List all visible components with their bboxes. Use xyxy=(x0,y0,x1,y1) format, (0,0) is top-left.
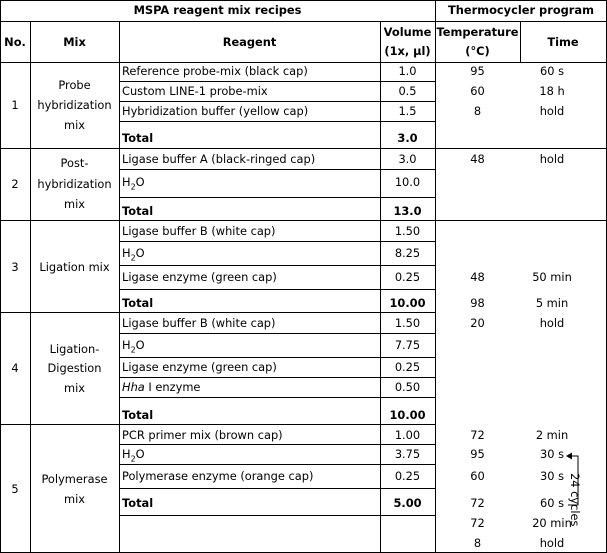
water-subscript: 2 xyxy=(130,454,136,464)
water-h: H xyxy=(122,338,131,352)
mix-name: mix xyxy=(63,381,85,395)
title-thermocycler: Thermocycler program xyxy=(448,3,594,17)
temperature-value: 8 xyxy=(473,104,482,118)
total-volume: 5.00 xyxy=(393,496,422,510)
temperature-value: 48 xyxy=(470,270,485,284)
reagent-name: Ligase buffer B (white cap) xyxy=(122,224,276,238)
total-label: Total xyxy=(122,496,154,510)
mix-name: mix xyxy=(63,118,85,132)
header-no: No. xyxy=(4,35,26,49)
total-label: Total xyxy=(122,408,154,422)
reagent-name: Ligase buffer A (black-ringed cap) xyxy=(122,152,316,166)
header-temperature: Temperature xyxy=(436,25,519,39)
total-label: Total xyxy=(122,204,154,218)
temperature-value: 20 xyxy=(470,316,485,330)
volume-value: 1.50 xyxy=(394,224,421,238)
water-h: H xyxy=(122,175,131,189)
temperature-value: 98 xyxy=(470,296,485,310)
water-subscript: 2 xyxy=(130,182,136,192)
temperature-value: 8 xyxy=(473,536,482,550)
header-reagent: Reagent xyxy=(222,35,277,49)
volume-value: 1.0 xyxy=(398,64,417,78)
reagent-name: Polymerase enzyme (orange cap) xyxy=(122,469,314,483)
water-o: O xyxy=(135,338,145,352)
water-h: H xyxy=(122,447,131,461)
temperature-value: 48 xyxy=(470,152,485,166)
mix-name: Digestion xyxy=(47,361,102,375)
reagent-name: Ligase enzyme (green cap) xyxy=(122,270,277,284)
reagent-name: Custom LINE-1 probe-mix xyxy=(122,84,268,98)
total-volume: 10.00 xyxy=(389,296,426,310)
time-value: 50 min xyxy=(532,270,572,284)
cycles-label: 24 cycles xyxy=(568,473,582,527)
mix-name: Polymerase xyxy=(41,472,108,486)
mix-name: Probe xyxy=(58,78,91,92)
title-mix-recipes: MSPA reagent mix recipes xyxy=(133,3,302,17)
total-label: Total xyxy=(122,131,154,145)
water-o: O xyxy=(135,447,145,461)
hhai-italic: Hha xyxy=(122,380,145,394)
hhai-rest: I enzyme xyxy=(144,380,201,394)
time-value: hold xyxy=(539,316,565,330)
group-number: 5 xyxy=(11,482,19,496)
time-value: 20 min xyxy=(532,516,572,530)
volume-value: 0.25 xyxy=(394,360,421,374)
group-number: 4 xyxy=(11,361,19,375)
volume-value: 10.0 xyxy=(394,175,421,189)
time-value: hold xyxy=(539,104,565,118)
time-value: 30 s xyxy=(539,469,565,483)
group-number: 1 xyxy=(11,98,19,112)
water-o: O xyxy=(135,175,145,189)
temperature-value: 72 xyxy=(470,428,485,442)
volume-value: 1.00 xyxy=(394,428,421,442)
header-temperature-unit: (°C) xyxy=(465,44,490,58)
mix-name: Ligation- xyxy=(49,342,100,356)
group-number: 2 xyxy=(11,177,19,191)
total-volume: 3.0 xyxy=(397,131,418,145)
time-value: 18 h xyxy=(539,84,565,98)
mix-name: hybridization xyxy=(37,177,112,191)
volume-value: 1.50 xyxy=(394,316,421,330)
header-time: Time xyxy=(547,35,579,49)
reagent-name: Ligase enzyme (green cap) xyxy=(122,360,277,374)
time-value: hold xyxy=(539,536,565,550)
volume-value: 0.5 xyxy=(398,84,417,98)
mix-name: Post- xyxy=(60,156,89,170)
time-value: 5 min xyxy=(535,296,569,310)
mix-name: mix xyxy=(63,492,85,506)
mix-name: hybridization xyxy=(37,98,112,112)
mix-name: Ligation mix xyxy=(39,260,110,274)
header-volume-unit: (1x, µl) xyxy=(384,44,431,58)
temperature-value: 72 xyxy=(470,496,485,510)
temperature-value: 95 xyxy=(470,447,485,461)
volume-value: 3.0 xyxy=(398,152,417,166)
time-value: hold xyxy=(539,152,565,166)
reagent-name: Reference probe-mix (black cap) xyxy=(122,64,308,78)
temperature-value: 60 xyxy=(470,84,485,98)
temperature-value: 95 xyxy=(470,64,485,78)
water-subscript: 2 xyxy=(130,253,136,263)
total-volume: 13.0 xyxy=(393,204,422,218)
volume-value: 3.75 xyxy=(394,447,421,461)
time-value: 2 min xyxy=(535,428,569,442)
total-volume: 10.00 xyxy=(389,408,426,422)
temperature-value: 60 xyxy=(470,469,485,483)
volume-value: 1.5 xyxy=(398,104,417,118)
volume-value: 0.50 xyxy=(394,380,421,394)
mix-name: mix xyxy=(63,197,85,211)
water-o: O xyxy=(135,246,145,260)
total-label: Total xyxy=(122,296,154,310)
time-value: 30 s xyxy=(539,447,565,461)
volume-value: 0.25 xyxy=(394,469,421,483)
volume-value: 7.75 xyxy=(394,338,421,352)
header-mix: Mix xyxy=(63,35,86,49)
reagent-name: PCR primer mix (brown cap) xyxy=(122,428,283,442)
reagent-name: Ligase buffer B (white cap) xyxy=(122,316,276,330)
time-value: 60 s xyxy=(539,64,565,78)
time-value: 60 s xyxy=(539,496,565,510)
header-volume: Volume xyxy=(383,25,432,39)
reagent-name: Hybridization buffer (yellow cap) xyxy=(122,104,309,118)
temperature-value: 72 xyxy=(470,516,485,530)
water-h: H xyxy=(122,246,131,260)
group-number: 3 xyxy=(11,260,19,274)
water-subscript: 2 xyxy=(130,345,136,355)
volume-value: 0.25 xyxy=(394,270,421,284)
volume-value: 8.25 xyxy=(394,246,421,260)
